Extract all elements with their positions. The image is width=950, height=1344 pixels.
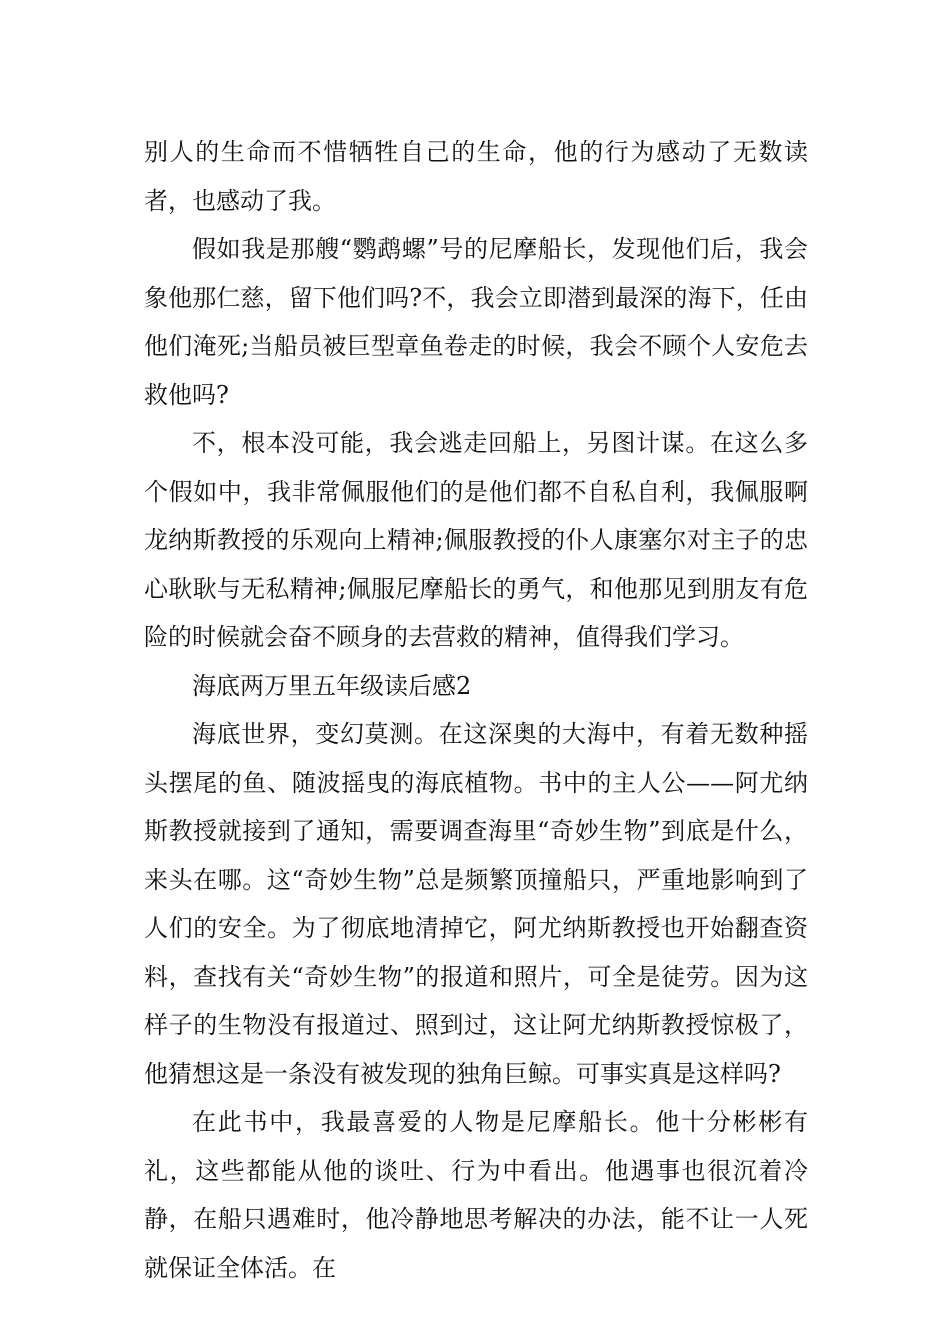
paragraph-continuation: 别人的生命而不惜牺牲自己的生命，他的行为感动了无数读者，也感动了我。 [144,138,808,215]
paragraph: 海底世界，变幻莫测。在这深奥的大海中，有着无数种摇头摆尾的鱼、随波摇曳的海底植物。书中的主人公——阿尤纳斯教授就接到了通知，需要调查海里“奇妙生物”到底是什么，来头在哪。这“奇妙生物”总是频繁顶撞船只，严重地影响到了人们的安全。为了彻底地清掉它，阿尤纳斯教授也开始翻查资料，查找有关“奇妙生物”的报道和照片，可全是徒劳。因为这样子的生物没有报道过、照到过，这让阿尤纳斯教授惊极了，他猜想这是一条没有被发现的独角巨鲸。可事实真是这样吗? [144,720,808,1088]
document-body [144,128,808,1292]
paragraph: 假如我是那艘“鹦鹉螺”号的尼摩船长，发现他们后，我会象他那仁慈，留下他们吗?不，我会立即潜到最深的海下，任由他们淹死;当船员被巨型章鱼卷走的时候，我会不顾个人安危去救他吗? [144,235,808,409]
section-heading: 海底两万里五年级读后感2 [192,671,472,700]
paragraph: 不，根本没可能，我会逃走回船上，另图计谋。在这么多个假如中，我非常佩服他们的是他们都不自私自利，我佩服啊龙纳斯教授的乐观向上精神;佩服教授的仆人康塞尔对主子的忠心耿耿与无私精神;佩服尼摩船长的勇气，和他那见到朋友有危险的时候就会奋不顾身的去营救的精神，值得我们学习。 [144,429,808,651]
paragraph: 在此书中，我最喜爱的人物是尼摩船长。他十分彬彬有礼，这些都能从他的谈吐、行为中看出。他遇事也很沉着冷静，在船只遇难时，他冷静地思考解决的办法，能不让一人死就保证全体活。在 [144,1108,808,1282]
